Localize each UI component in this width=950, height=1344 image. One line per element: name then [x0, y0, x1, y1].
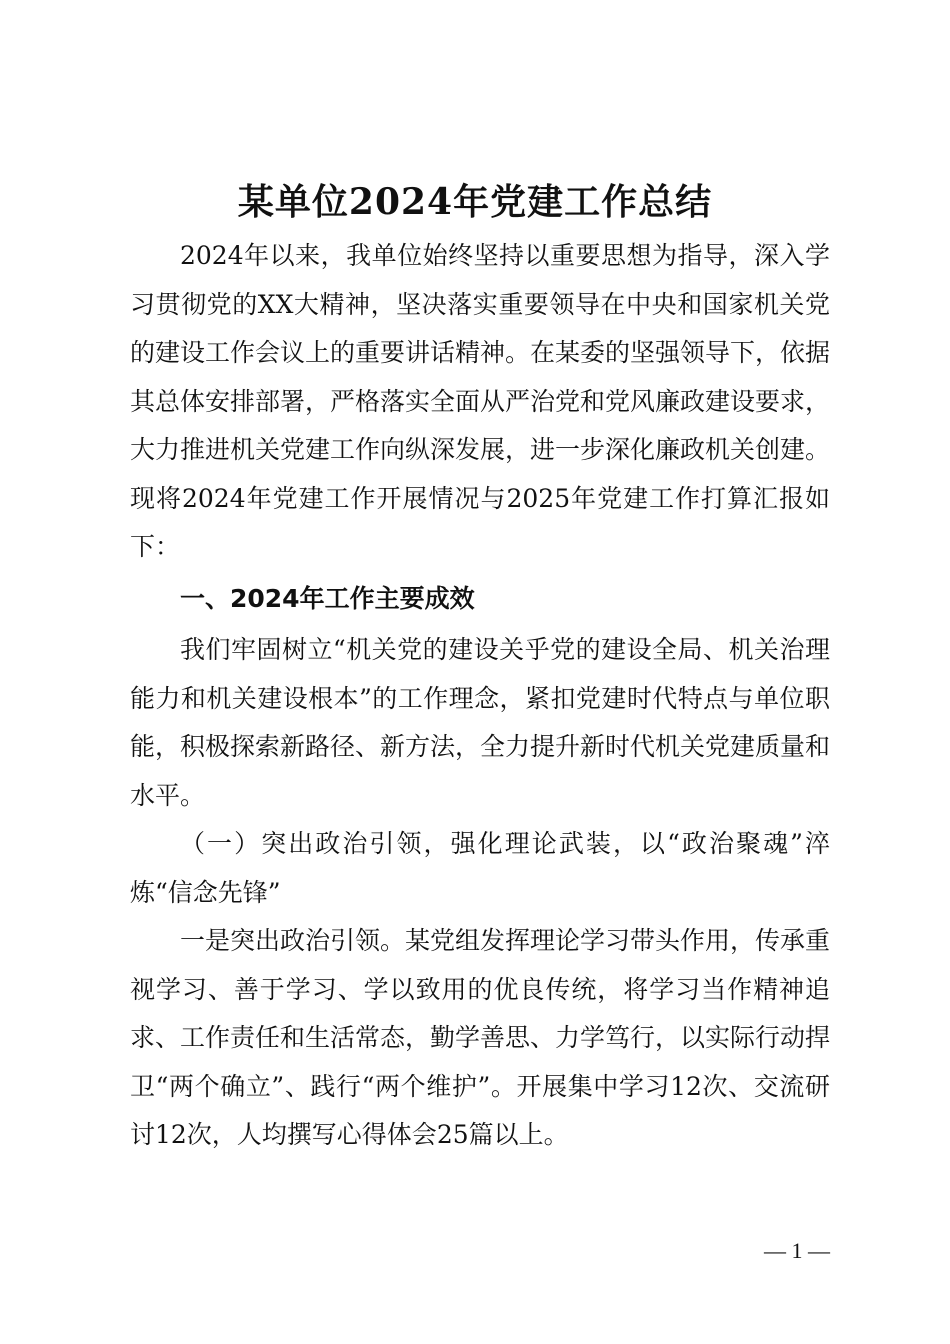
page-number: — 1 —: [764, 1238, 830, 1263]
intro-paragraph: 2024年以来，我单位始终坚持以重要思想为指导，深入学习贯彻党的XX大精神，坚决落实重要领导在中央和国家机关党的建设工作会议上的重要讲话精神。在某委的坚强领导下，依据其总体安排部署，严格落实全面从严治党和党风廉政建设要求，大力推进机关党建工作向纵深发展，进一步深化廉政机关创建。现将2024年党建工作开展情况与2025年党建工作打算汇报如下：: [130, 241, 831, 561]
section-paragraph: 我们牢固树立“机关党的建设关乎党的建设全局、机关治理能力和机关建设根本”的工作理念，紧扣党建时代特点与单位职能，积极探索新路径、新方法，全力提升新时代机关党建质量和水平。: [130, 635, 831, 810]
document-body: [130, 232, 830, 1160]
subsection-paragraph: 一是突出政治引领。某党组发挥理论学习带头作用，传承重视学习、善于学习、学以致用的优良传统，将学习当作精神追求、工作责任和生活常态，勤学善思、力学笃行，以实际行动捍卫“两个确立”、践行“两个维护”。开展集中学习12次、交流研讨12次，人均撰写心得体会25篇以上。: [130, 926, 831, 1149]
document-title: 某单位2024年党建工作总结: [237, 181, 713, 223]
subsection-heading: （一）突出政治引领，强化理论武装，以“政治聚魂”淬炼“信念先锋”: [130, 829, 830, 907]
section-heading: 一、2024年工作主要成效: [180, 583, 475, 613]
